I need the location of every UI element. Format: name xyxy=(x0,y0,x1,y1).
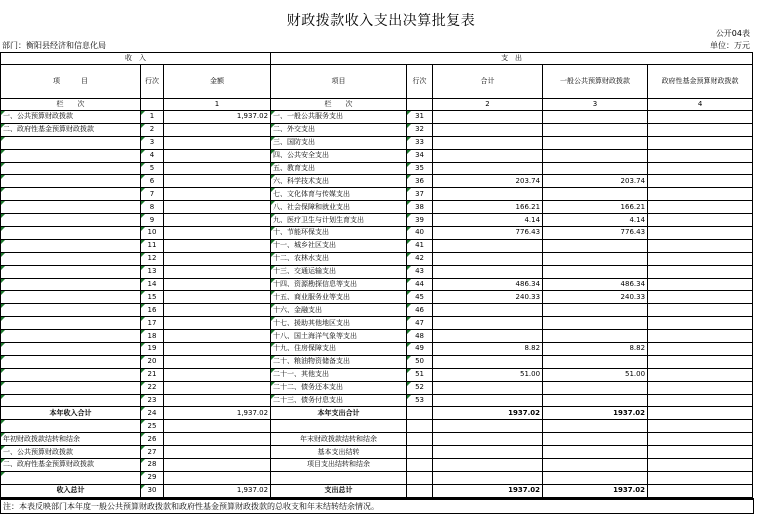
table-row xyxy=(1,394,753,407)
expense-row-no-cell[interactable]: 49 xyxy=(407,343,433,356)
expense-total-cell[interactable] xyxy=(433,149,543,162)
income-item-cell[interactable]: 二、政府性基金预算财政拨款 xyxy=(1,123,141,136)
income-amount-cell[interactable] xyxy=(164,123,271,136)
income-amount-cell[interactable] xyxy=(164,162,271,175)
general-budget-cell[interactable] xyxy=(543,317,648,330)
income-amount-cell[interactable] xyxy=(164,330,271,343)
table-row xyxy=(1,201,753,214)
general-budget-cell[interactable]: 51.00 xyxy=(543,368,648,381)
column-1: 1 xyxy=(164,99,271,111)
carry-total[interactable] xyxy=(433,446,543,459)
table-row xyxy=(1,330,753,343)
expense-total-cell[interactable] xyxy=(433,394,543,407)
fund-budget-cell[interactable] xyxy=(648,136,753,149)
expense-total-cell[interactable] xyxy=(433,317,543,330)
expense-item-cell[interactable]: 五、教育支出 xyxy=(271,162,407,175)
table-row xyxy=(1,239,753,252)
expense-total-cell[interactable] xyxy=(433,123,543,136)
income-item-cell[interactable] xyxy=(1,355,141,368)
income-row-no-cell[interactable]: 4 xyxy=(141,149,164,162)
fund-budget-cell[interactable] xyxy=(648,162,753,175)
column-3: 3 xyxy=(543,99,648,111)
fund-budget-cell[interactable] xyxy=(648,227,753,240)
income-row-no-cell[interactable]: 18 xyxy=(141,330,164,343)
income-row-no-cell[interactable]: 10 xyxy=(141,227,164,240)
unit-label: 单位：万元 xyxy=(710,41,750,50)
income-item-cell[interactable] xyxy=(1,214,141,227)
fund-budget-cell[interactable] xyxy=(648,343,753,356)
table-row xyxy=(1,304,753,317)
general-budget-cell[interactable] xyxy=(543,394,648,407)
fund-budget-cell[interactable] xyxy=(648,278,753,291)
expense-item-cell[interactable]: 十一、城乡社区支出 xyxy=(271,239,407,252)
expense-row-no-cell[interactable]: 32 xyxy=(407,123,433,136)
income-item-cell[interactable] xyxy=(1,381,141,394)
income-row-no-cell[interactable]: 14 xyxy=(141,278,164,291)
row-no-header: 行次 xyxy=(141,65,164,99)
carry-general[interactable] xyxy=(543,420,648,433)
expense-item-cell[interactable]: 二十、粮油物资储备支出 xyxy=(271,355,407,368)
general-budget-cell[interactable] xyxy=(543,123,648,136)
expense-row-no-cell[interactable]: 36 xyxy=(407,175,433,188)
income-amount-cell[interactable] xyxy=(164,278,271,291)
general-budget-cell[interactable] xyxy=(543,162,648,175)
total-row xyxy=(1,484,753,497)
expense-row-no-cell[interactable]: 35 xyxy=(407,162,433,175)
expense-row-no-cell[interactable]: 34 xyxy=(407,149,433,162)
expense-total-cell[interactable] xyxy=(433,355,543,368)
income-item-cell[interactable] xyxy=(1,252,141,265)
carry-row-no[interactable]: 28 xyxy=(141,459,164,472)
income-row-no-cell[interactable]: 22 xyxy=(141,381,164,394)
column-blank-2 xyxy=(407,99,433,111)
carry-income-item[interactable]: 二、政府性基金预算财政拨款 xyxy=(1,459,141,472)
table-row xyxy=(1,111,753,124)
table-code: 公开04表 xyxy=(715,29,750,38)
income-row-no-cell[interactable]: 23 xyxy=(141,394,164,407)
carry-expense-item[interactable] xyxy=(271,471,407,484)
income-row-no-cell[interactable]: 17 xyxy=(141,317,164,330)
income-row-no-cell[interactable]: 9 xyxy=(141,214,164,227)
table-row xyxy=(1,433,753,446)
income-row-no-cell[interactable]: 19 xyxy=(141,343,164,356)
expense-total-cell[interactable] xyxy=(433,239,543,252)
general-budget-cell[interactable] xyxy=(543,330,648,343)
expense-total-cell[interactable] xyxy=(433,304,543,317)
expense-total-cell[interactable]: 8.82 xyxy=(433,343,543,356)
expense-total-cell[interactable] xyxy=(433,188,543,201)
carry-amount[interactable] xyxy=(164,420,271,433)
fund-budget-cell[interactable] xyxy=(648,175,753,188)
general-budget-cell[interactable]: 776.43 xyxy=(543,227,648,240)
income-amount-cell[interactable] xyxy=(164,214,271,227)
expense-row-no-cell[interactable]: 53 xyxy=(407,394,433,407)
total-header: 合计 xyxy=(433,65,543,99)
carry-expense-row-no[interactable] xyxy=(407,446,433,459)
table-row xyxy=(1,317,753,330)
carry-expense-row-no[interactable] xyxy=(407,433,433,446)
income-total-row-no[interactable]: 24 xyxy=(141,407,164,420)
carry-expense-item[interactable]: 基本支出结转 xyxy=(271,446,407,459)
income-row-no-cell[interactable]: 3 xyxy=(141,136,164,149)
carry-expense-item[interactable]: 年末财政拨款结转和结余 xyxy=(271,433,407,446)
expense-item-cell[interactable]: 七、文化体育与传媒支出 xyxy=(271,188,407,201)
column-4: 4 xyxy=(648,99,753,111)
income-amount-cell[interactable] xyxy=(164,368,271,381)
income-item-cell[interactable] xyxy=(1,162,141,175)
table-row xyxy=(1,278,753,291)
expense-total-cell[interactable] xyxy=(433,162,543,175)
income-amount-cell[interactable] xyxy=(164,265,271,278)
table-row xyxy=(1,420,753,433)
income-item-cell[interactable] xyxy=(1,188,141,201)
expense-total-cell[interactable] xyxy=(433,252,543,265)
income-row-no-cell[interactable]: 8 xyxy=(141,201,164,214)
income-total-row-no[interactable]: 30 xyxy=(141,484,164,497)
expense-row-no-header: 行次 xyxy=(407,65,433,99)
table-row xyxy=(1,149,753,162)
fund-budget-cell[interactable] xyxy=(648,252,753,265)
expense-item-cell[interactable]: 十八、国土海洋气象等支出 xyxy=(271,330,407,343)
general-budget-cell[interactable] xyxy=(543,188,648,201)
expense-total-cell[interactable]: 203.74 xyxy=(433,175,543,188)
expense-item-cell[interactable]: 一、一般公共服务支出 xyxy=(271,111,407,124)
expense-header: 支 出 xyxy=(271,53,753,65)
carry-fund[interactable] xyxy=(648,420,753,433)
table-row xyxy=(1,123,753,136)
income-amount-cell[interactable] xyxy=(164,227,271,240)
expense-item-cell[interactable]: 九、医疗卫生与计划生育支出 xyxy=(271,214,407,227)
general-budget-cell[interactable] xyxy=(543,252,648,265)
income-row-no-cell[interactable]: 1 xyxy=(141,111,164,124)
carry-general[interactable] xyxy=(543,446,648,459)
income-amount-cell[interactable] xyxy=(164,343,271,356)
item-header: 项 目 xyxy=(1,65,141,99)
expense-total-value[interactable]: 1937.02 xyxy=(433,484,543,497)
expense-total-cell[interactable]: 4.14 xyxy=(433,214,543,227)
expense-total-cell[interactable]: 166.21 xyxy=(433,201,543,214)
table-row xyxy=(1,188,753,201)
income-header: 收 入 xyxy=(1,53,271,65)
income-item-cell[interactable] xyxy=(1,304,141,317)
expense-total-cell[interactable] xyxy=(433,136,543,149)
income-row-no-cell[interactable]: 2 xyxy=(141,123,164,136)
expense-row-no-cell[interactable]: 38 xyxy=(407,201,433,214)
fund-budget-cell[interactable] xyxy=(648,355,753,368)
carry-total[interactable] xyxy=(433,471,543,484)
table-row xyxy=(1,136,753,149)
column-blank xyxy=(141,99,164,111)
expense-row-no-cell[interactable]: 33 xyxy=(407,136,433,149)
income-row-no-cell[interactable]: 7 xyxy=(141,188,164,201)
carry-income-item[interactable] xyxy=(1,420,141,433)
carry-total[interactable] xyxy=(433,433,543,446)
carry-fund[interactable] xyxy=(648,471,753,484)
carry-total[interactable] xyxy=(433,459,543,472)
fund-total-value[interactable] xyxy=(648,407,753,420)
carry-fund[interactable] xyxy=(648,446,753,459)
income-row-no-cell[interactable]: 13 xyxy=(141,265,164,278)
income-row-no-cell[interactable]: 21 xyxy=(141,368,164,381)
expense-row-no-cell[interactable]: 31 xyxy=(407,111,433,124)
fund-budget-header: 政府性基金预算财政拨款 xyxy=(648,65,753,99)
carry-fund[interactable] xyxy=(648,433,753,446)
income-amount-cell[interactable] xyxy=(164,149,271,162)
fund-budget-cell[interactable] xyxy=(648,111,753,124)
column-label: 栏 次 xyxy=(1,99,141,111)
fund-budget-cell[interactable] xyxy=(648,188,753,201)
income-item-cell[interactable] xyxy=(1,227,141,240)
expense-row-no-cell[interactable]: 50 xyxy=(407,355,433,368)
expense-item-cell[interactable]: 十三、交通运输支出 xyxy=(271,265,407,278)
income-item-cell[interactable] xyxy=(1,317,141,330)
amount-header: 金额 xyxy=(164,65,271,99)
expense-total-cell[interactable] xyxy=(433,330,543,343)
expense-item-cell[interactable]: 二十一、其他支出 xyxy=(271,368,407,381)
table-row xyxy=(1,459,753,472)
general-budget-cell[interactable]: 8.82 xyxy=(543,343,648,356)
general-total-value[interactable]: 1937.02 xyxy=(543,407,648,420)
income-amount-cell[interactable] xyxy=(164,239,271,252)
carry-row-no[interactable]: 27 xyxy=(141,446,164,459)
expense-row-no-cell[interactable]: 45 xyxy=(407,291,433,304)
expense-item-cell[interactable]: 十二、农林水支出 xyxy=(271,252,407,265)
expense-item-header: 项目 xyxy=(271,65,407,99)
table-row xyxy=(1,291,753,304)
fund-budget-cell[interactable] xyxy=(648,149,753,162)
table-row xyxy=(1,471,753,484)
expense-total-cell[interactable]: 776.43 xyxy=(433,227,543,240)
expense-total-cell[interactable]: 51.00 xyxy=(433,368,543,381)
expense-total-cell[interactable] xyxy=(433,111,543,124)
carry-expense-item[interactable] xyxy=(271,420,407,433)
income-item-cell[interactable] xyxy=(1,343,141,356)
carry-expense-item[interactable]: 项目支出结转和结余 xyxy=(271,459,407,472)
table-row xyxy=(1,227,753,240)
expense-item-cell[interactable]: 十九、住房保障支出 xyxy=(271,343,407,356)
fund-budget-cell[interactable] xyxy=(648,394,753,407)
carry-expense-row-no[interactable] xyxy=(407,459,433,472)
fund-budget-cell[interactable] xyxy=(648,291,753,304)
expense-item-cell[interactable]: 二十二、债务还本支出 xyxy=(271,381,407,394)
income-item-cell[interactable]: 一、公共预算财政拨款 xyxy=(1,111,141,124)
income-total-label[interactable]: 收入总计 xyxy=(1,484,141,497)
fund-budget-cell[interactable] xyxy=(648,304,753,317)
table-row xyxy=(1,252,753,265)
expense-item-cell[interactable]: 十七、援助其他地区支出 xyxy=(271,317,407,330)
income-amount-cell[interactable] xyxy=(164,252,271,265)
income-item-cell[interactable] xyxy=(1,265,141,278)
expense-item-cell[interactable]: 八、社会保障和就业支出 xyxy=(271,201,407,214)
income-row-no-cell[interactable]: 11 xyxy=(141,239,164,252)
table-row xyxy=(1,265,753,278)
table-row xyxy=(1,446,753,459)
income-row-no-cell[interactable]: 6 xyxy=(141,175,164,188)
carry-amount[interactable] xyxy=(164,471,271,484)
income-item-cell[interactable] xyxy=(1,201,141,214)
general-budget-cell[interactable] xyxy=(543,381,648,394)
expense-item-cell[interactable]: 二十三、债务付息支出 xyxy=(271,394,407,407)
column-2: 2 xyxy=(433,99,543,111)
expense-row-no-cell[interactable]: 40 xyxy=(407,227,433,240)
carry-amount[interactable] xyxy=(164,446,271,459)
expense-row-no-cell[interactable]: 37 xyxy=(407,188,433,201)
general-budget-cell[interactable]: 203.74 xyxy=(543,175,648,188)
fund-budget-cell[interactable] xyxy=(648,381,753,394)
expense-row-no-cell[interactable]: 51 xyxy=(407,368,433,381)
income-amount-cell[interactable] xyxy=(164,188,271,201)
table-row xyxy=(1,368,753,381)
general-budget-cell[interactable] xyxy=(543,304,648,317)
carry-income-item[interactable]: 一、公共预算财政拨款 xyxy=(1,446,141,459)
income-item-cell[interactable] xyxy=(1,278,141,291)
carry-expense-row-no[interactable] xyxy=(407,420,433,433)
income-item-cell[interactable] xyxy=(1,175,141,188)
table-row xyxy=(1,381,753,394)
table-row xyxy=(1,355,753,368)
expense-row-no-cell[interactable]: 39 xyxy=(407,214,433,227)
expense-row-no-cell[interactable]: 42 xyxy=(407,252,433,265)
total-row xyxy=(1,407,753,420)
expense-item-cell[interactable]: 十、节能环保支出 xyxy=(271,227,407,240)
general-budget-cell[interactable] xyxy=(543,265,648,278)
carry-amount[interactable] xyxy=(164,433,271,446)
carry-fund[interactable] xyxy=(648,459,753,472)
carry-general[interactable] xyxy=(543,433,648,446)
income-amount-cell[interactable] xyxy=(164,381,271,394)
fund-budget-cell[interactable] xyxy=(648,265,753,278)
expense-total-label[interactable]: 本年支出合计 xyxy=(271,407,407,420)
general-budget-header: 一般公共预算财政拨款 xyxy=(543,65,648,99)
income-total-amount[interactable]: 1,937.02 xyxy=(164,407,271,420)
expense-row-no-cell[interactable]: 47 xyxy=(407,317,433,330)
column-label-2: 栏 次 xyxy=(271,99,407,111)
expense-total-cell[interactable]: 486.34 xyxy=(433,278,543,291)
income-amount-cell[interactable] xyxy=(164,394,271,407)
carry-row-no[interactable]: 29 xyxy=(141,471,164,484)
general-budget-cell[interactable]: 486.34 xyxy=(543,278,648,291)
income-amount-cell[interactable] xyxy=(164,175,271,188)
table-row xyxy=(1,343,753,356)
table-row xyxy=(1,162,753,175)
income-amount-cell[interactable] xyxy=(164,136,271,149)
fund-total-value[interactable] xyxy=(648,484,753,497)
expense-item-cell[interactable]: 三、国防支出 xyxy=(271,136,407,149)
general-budget-cell[interactable] xyxy=(543,239,648,252)
income-row-no-cell[interactable]: 15 xyxy=(141,291,164,304)
expense-total-label[interactable]: 支出总计 xyxy=(271,484,407,497)
expense-total-row-no[interactable] xyxy=(407,484,433,497)
expense-total-row-no[interactable] xyxy=(407,407,433,420)
general-total-value[interactable]: 1937.02 xyxy=(543,484,648,497)
expense-row-no-cell[interactable]: 46 xyxy=(407,304,433,317)
income-row-no-cell[interactable]: 5 xyxy=(141,162,164,175)
department-label: 部门：衡阳县经济和信息化局 xyxy=(2,41,106,50)
income-amount-cell[interactable] xyxy=(164,317,271,330)
expense-item-cell[interactable]: 十五、商业服务业等支出 xyxy=(271,291,407,304)
carry-expense-row-no[interactable] xyxy=(407,471,433,484)
expense-total-value[interactable]: 1937.02 xyxy=(433,407,543,420)
income-item-cell[interactable] xyxy=(1,368,141,381)
fund-budget-cell[interactable] xyxy=(648,368,753,381)
expense-total-cell[interactable] xyxy=(433,381,543,394)
table-row xyxy=(1,214,753,227)
expense-item-cell[interactable]: 十六、金融支出 xyxy=(271,304,407,317)
income-item-cell[interactable] xyxy=(1,291,141,304)
income-item-cell[interactable] xyxy=(1,136,141,149)
income-amount-cell[interactable] xyxy=(164,304,271,317)
expense-item-cell[interactable]: 六、科学技术支出 xyxy=(271,175,407,188)
income-amount-cell[interactable] xyxy=(164,201,271,214)
income-item-cell[interactable] xyxy=(1,394,141,407)
income-row-no-cell[interactable]: 12 xyxy=(141,252,164,265)
general-budget-cell[interactable] xyxy=(543,136,648,149)
carry-income-item[interactable]: 年初财政拨款结转和结余 xyxy=(1,433,141,446)
general-budget-cell[interactable]: 166.21 xyxy=(543,201,648,214)
income-amount-cell[interactable] xyxy=(164,355,271,368)
carry-general[interactable] xyxy=(543,471,648,484)
fund-budget-cell[interactable] xyxy=(648,214,753,227)
income-item-cell[interactable] xyxy=(1,330,141,343)
fund-budget-cell[interactable] xyxy=(648,239,753,252)
income-row-no-cell[interactable]: 16 xyxy=(141,304,164,317)
income-amount-cell[interactable] xyxy=(164,291,271,304)
income-total-amount[interactable]: 1,937.02 xyxy=(164,484,271,497)
income-item-cell[interactable] xyxy=(1,239,141,252)
table-row xyxy=(1,175,753,188)
expense-item-cell[interactable]: 四、公共安全支出 xyxy=(271,149,407,162)
carry-row-no[interactable]: 25 xyxy=(141,420,164,433)
income-row-no-cell[interactable]: 20 xyxy=(141,355,164,368)
expense-item-cell[interactable]: 十四、资源勘探信息等支出 xyxy=(271,278,407,291)
expense-row-no-cell[interactable]: 44 xyxy=(407,278,433,291)
expense-item-cell[interactable]: 二、外交支出 xyxy=(271,123,407,136)
income-item-cell[interactable] xyxy=(1,149,141,162)
general-budget-cell[interactable]: 4.14 xyxy=(543,214,648,227)
expense-row-no-cell[interactable]: 48 xyxy=(407,330,433,343)
general-budget-cell[interactable]: 240.33 xyxy=(543,291,648,304)
carry-income-item[interactable] xyxy=(1,471,141,484)
fund-budget-cell[interactable] xyxy=(648,123,753,136)
report-title: 财政拨款收入支出决算批复表 xyxy=(286,13,476,29)
expense-total-cell[interactable]: 240.33 xyxy=(433,291,543,304)
fund-budget-cell[interactable] xyxy=(648,317,753,330)
carry-row-no[interactable]: 26 xyxy=(141,433,164,446)
expense-row-no-cell[interactable]: 52 xyxy=(407,381,433,394)
fund-budget-cell[interactable] xyxy=(648,201,753,214)
expense-total-cell[interactable] xyxy=(433,265,543,278)
general-budget-cell[interactable] xyxy=(543,111,648,124)
budget-table xyxy=(0,52,753,498)
expense-row-no-cell[interactable]: 41 xyxy=(407,239,433,252)
carry-amount[interactable] xyxy=(164,459,271,472)
footnote: 注：本表反映部门本年度一般公共预算财政拨款和政府性基金预算财政拨款的总收支和年末结转结余情况。 xyxy=(0,498,754,514)
carry-general[interactable] xyxy=(543,459,648,472)
income-total-label[interactable]: 本年收入合计 xyxy=(1,407,141,420)
fund-budget-cell[interactable] xyxy=(648,330,753,343)
expense-row-no-cell[interactable]: 43 xyxy=(407,265,433,278)
carry-total[interactable] xyxy=(433,420,543,433)
general-budget-cell[interactable] xyxy=(543,149,648,162)
general-budget-cell[interactable] xyxy=(543,355,648,368)
income-amount-cell[interactable]: 1,937.02 xyxy=(164,111,271,124)
